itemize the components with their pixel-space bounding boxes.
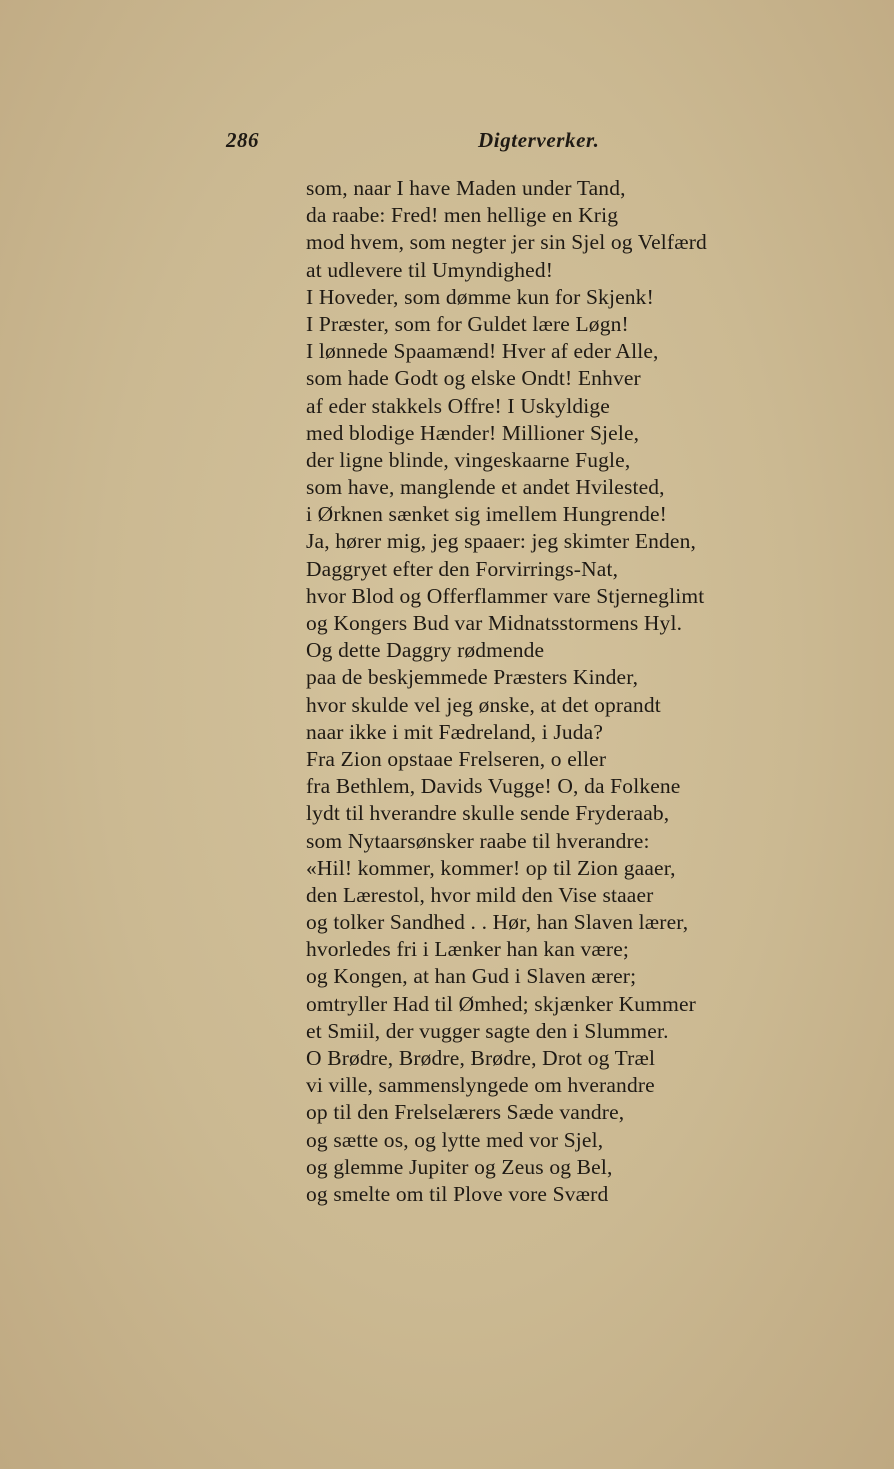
poem-line: Fra Zion opstaae Frelseren, o eller: [306, 746, 607, 771]
poem-line: «Hil! kommer, kommer! op til Zion gaaer,: [306, 855, 676, 880]
page-number: 286: [226, 128, 259, 152]
poem-line: I lønnede Spaamænd! Hver af eder Alle,: [306, 339, 659, 364]
poem-line: som Nytaarsønsker raabe til hverandre:: [306, 828, 650, 853]
poem-line: hvor Blod og Offerflammer vare Stjerneglimt: [306, 583, 705, 608]
poem-line: omtryller Had til Ømhed; skjænker Kummer: [306, 991, 696, 1016]
poem-line: og smelte om til Plove vore Sværd: [306, 1181, 609, 1206]
poem-line: Ja, hører mig, jeg spaaer: jeg skimter Enden,: [306, 529, 697, 554]
poem-line: som hade Godt og elske Ondt! Enhver: [306, 366, 641, 391]
poem-line: fra Bethlem, Davids Vugge! O, da Folkene: [306, 774, 681, 799]
poem-line: med blodige Hænder! Millioner Sjele,: [306, 420, 640, 445]
poem-line: vi ville, sammenslyngede om hverandre: [306, 1073, 655, 1098]
poem-line: af eder stakkels Offre! I Uskyldige: [306, 393, 610, 418]
poem-line: I Hoveder, som dømme kun for Skjenk!: [306, 284, 654, 309]
running-header: [0, 128, 894, 160]
poem-line: og sætte os, og lytte med vor Sjel,: [306, 1127, 604, 1152]
poem-line: da raabe: Fred! men hellige en Krig: [306, 203, 619, 228]
poem-line: der ligne blinde, vingeskaarne Fugle,: [306, 447, 631, 472]
poem-line: og glemme Jupiter og Zeus og Bel,: [306, 1154, 613, 1179]
poem-line: et Smiil, der vugger sagte den i Slummer.: [306, 1018, 669, 1043]
poem-line: Og dette Daggry rødmende: [306, 638, 545, 663]
header-title: Digterverker.: [478, 128, 600, 152]
poem-line: og Kongen, at han Gud i Slaven ærer;: [306, 964, 637, 989]
poem-text: [306, 175, 866, 1208]
poem-line: op til den Frelselærers Sæde vandre,: [306, 1100, 625, 1125]
poem-line: Daggryet efter den Forvirrings-Nat,: [306, 556, 619, 581]
poem-line: naar ikke i mit Fædreland, i Juda?: [306, 719, 604, 744]
poem-line: og tolker Sandhed . . Hør, han Slaven lærer,: [306, 910, 689, 935]
poem-line: I Præster, som for Guldet lære Løgn!: [306, 311, 629, 336]
poem-line: paa de beskjemmede Præsters Kinder,: [306, 665, 639, 690]
poem-line: at udlevere til Umyndighed!: [306, 257, 554, 282]
poem-line: i Ørknen sænket sig imellem Hungrende!: [306, 502, 667, 527]
poem-line: som have, manglende et andet Hvilested,: [306, 475, 665, 500]
poem-line: lydt til hverandre skulle sende Fryderaab,: [306, 801, 670, 826]
poem-line: hvorledes fri i Lænker han kan være;: [306, 937, 630, 962]
poem-line: O Brødre, Brødre, Brødre, Drot og Træl: [306, 1046, 656, 1070]
poem-line: hvor skulde vel jeg ønske, at det oprandt: [306, 692, 661, 717]
poem-line: som, naar I have Maden under Tand,: [306, 176, 626, 200]
poem-line: mod hvem, som negter jer sin Sjel og Velfærd: [306, 230, 707, 255]
poem-line: den Lærestol, hvor mild den Vise staaer: [306, 882, 654, 907]
poem-line: og Kongers Bud var Midnatsstormens Hyl.: [306, 611, 683, 635]
